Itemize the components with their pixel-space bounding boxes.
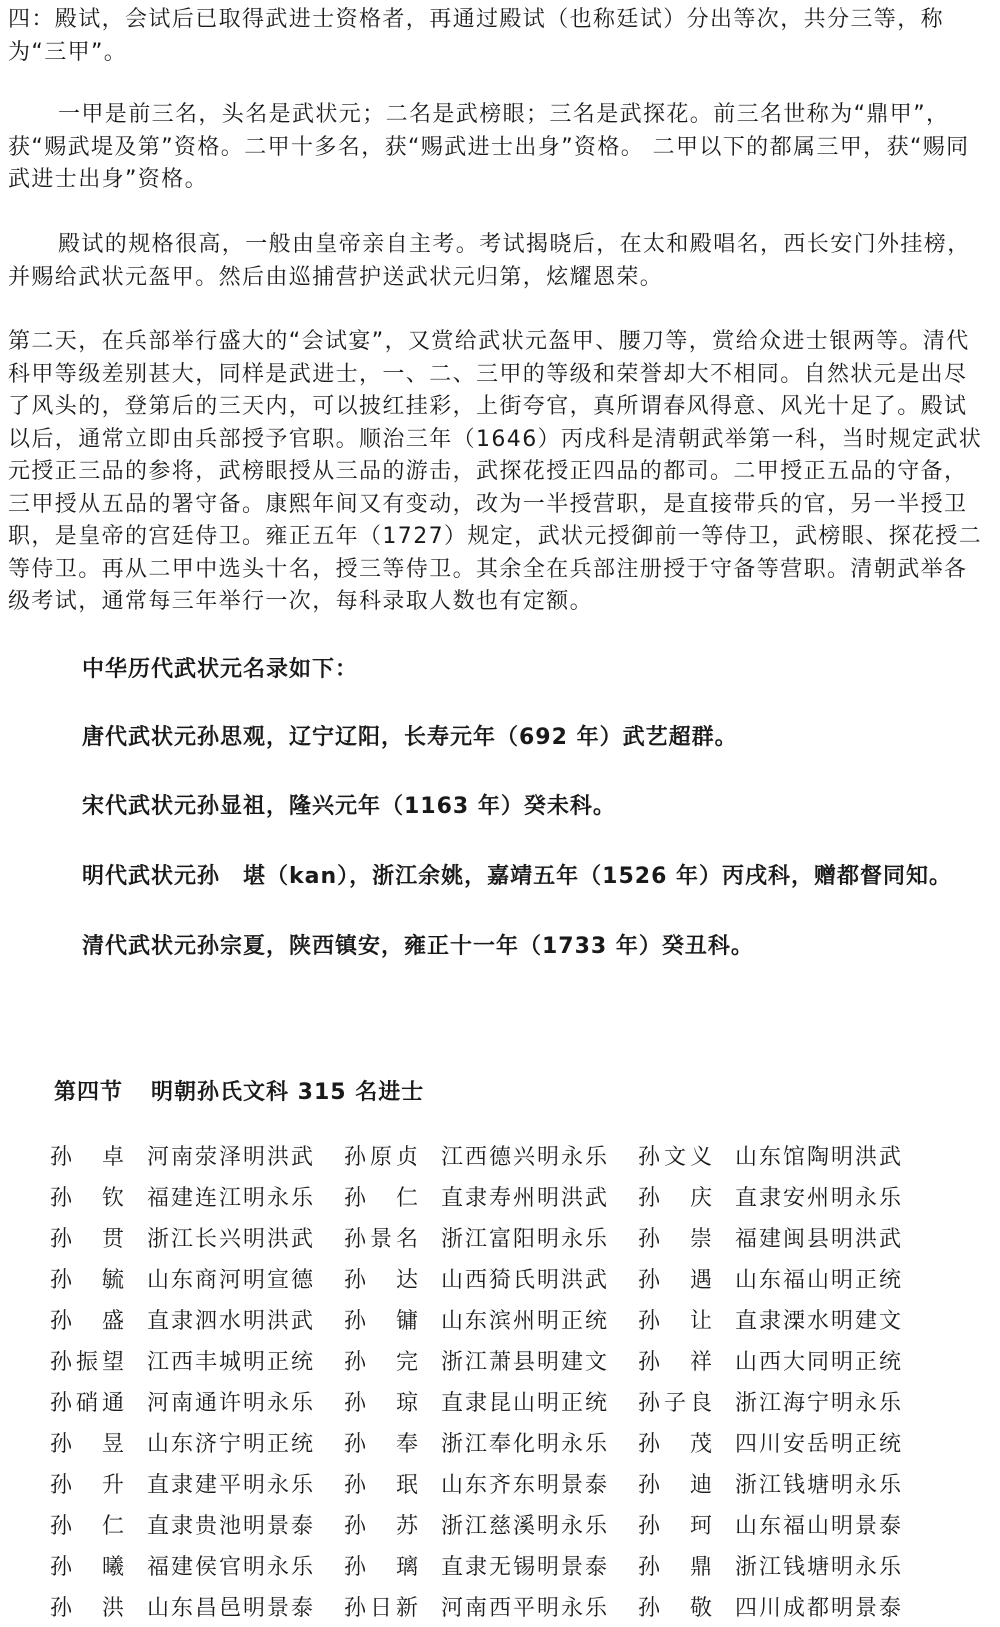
table-row [50,1463,932,1504]
scholar-origin: 山东滨州明正统 [441,1309,610,1334]
scholar-name: 孙 遇 [638,1268,717,1293]
scholar-origin: 直隶安州明永乐 [735,1186,904,1211]
table-row [50,1258,932,1299]
scholar-origin: 直隶泗水明洪武 [147,1309,316,1334]
table-row [50,1299,932,1340]
list-heading: 中华历代武状元名录如下： [82,657,359,682]
scholar-name: 孙 达 [344,1268,423,1293]
scholar-origin: 山西猗氏明洪武 [441,1268,610,1293]
scholar-origin: 四川安岳明正统 [735,1432,904,1457]
scholar-origin: 江西丰城明正统 [147,1350,316,1375]
scholar-origin: 四川成都明景泰 [735,1596,904,1621]
scholar-origin: 浙江海宁明永乐 [735,1391,904,1416]
scholar-name: 孙 璃 [344,1555,423,1580]
scholar-name: 孙 镛 [344,1309,423,1334]
scholar-name: 孙 盛 [50,1309,129,1334]
paragraph-ranks: 一甲是前三名，头名是武状元；二名是武榜眼；三名是武探花。前三名世称为“鼎甲”，获“赐武堤及第”资格。二甲十多名，获“赐武进士出身”资格。 二甲以下的都属三甲，获“赐同武进士出身”资格。 [8,102,970,192]
scholar-origin: 浙江慈溪明永乐 [441,1514,610,1539]
scholar-name: 孙文义 [638,1145,717,1170]
scholar-name: 孙 奉 [344,1432,423,1457]
scholar-name: 孙 迪 [638,1473,717,1498]
scholar-name: 孙 贯 [50,1227,129,1252]
scholar-name: 孙 庆 [638,1186,717,1211]
scholar-name: 孙 卓 [50,1145,129,1170]
table-row [50,1545,932,1586]
scholar-origin: 浙江长兴明洪武 [147,1227,316,1252]
scholar-origin: 江西德兴明永乐 [441,1145,610,1170]
scholar-name: 孙子良 [638,1391,717,1416]
scholar-name: 孙 昱 [50,1432,129,1457]
scholar-origin: 浙江富阳明永乐 [441,1227,610,1252]
scholar-name: 孙 祥 [638,1350,717,1375]
scholar-origin: 福建连江明永乐 [147,1186,316,1211]
scholar-origin: 山东福山明正统 [735,1268,904,1293]
scholar-origin: 直隶昆山明正统 [441,1391,610,1416]
section-heading: 明朝孙氏文科 315 名进士 [151,1080,425,1105]
scholar-origin: 浙江钱塘明永乐 [735,1473,904,1498]
scholar-origin: 浙江奉化明永乐 [441,1432,610,1457]
scholar-origin: 直隶无锡明景泰 [441,1555,610,1580]
scholar-origin: 河南通许明永乐 [147,1391,316,1416]
paragraph-banquet: 第二天，在兵部举行盛大的“会试宴”，又赏给武状元盔甲、腰刀等，赏给众进士银两等。清代科甲等级差别甚大，同样是武进士，一、二、三甲的等级和荣誉却大不相同。自然状元是出尽了风头的，登第后的三天内，可以披红挂彩，上街夸官，真所谓春风得意、风光十足了。殿试以后，通常立即由兵部授予官职。顺治三年（1646）丙戌科是清朝武举第一科，当时规定武状元授正三品的参将，武榜眼授从三品的游击，武探花授正四品的都司。二甲授正五品的守备，三甲授从五品的署守备。康熙年间又有变动，改为一半授营职，是直接带兵的官，另一半授卫职，是皇帝的宫廷侍卫。雍正五年（1727）规定，武状元授御前一等侍卫，武榜眼、探花授二等侍卫。再从二甲中选头十名，授三等侍卫。其余全在兵部注册授于守备等营职。清朝武举各级考试，通常每三年举行一次，每科录取人数也有定额。 [8,329,983,614]
scholar-origin: 直隶建平明永乐 [147,1473,316,1498]
section-number: 第四节 [54,1080,124,1105]
scholar-name: 孙 钦 [50,1186,129,1211]
scholar-name: 孙 茂 [638,1432,717,1457]
paragraph-ceremony: 殿试的规格很高，一般由皇帝亲自主考。考试揭晓后，在太和殿唱名，西长安门外挂榜，并赐给武状元盔甲。然后由巡捕营护送武状元归第，炫耀恩荣。 [8,232,971,290]
scholar-origin: 直隶寿州明洪武 [441,1186,610,1211]
scholar-name: 孙原贞 [344,1145,423,1170]
scholar-name: 孙景名 [344,1227,423,1252]
table-row [50,1586,932,1627]
scholar-name: 孙 珂 [638,1514,717,1539]
scholar-name: 孙 苏 [344,1514,423,1539]
scholar-origin: 山西大同明正统 [735,1350,904,1375]
scholar-name: 孙振望 [50,1350,129,1375]
scholar-origin: 山东齐东明景泰 [441,1473,610,1498]
scholar-name: 孙 升 [50,1473,129,1498]
scholar-name: 孙 曦 [50,1555,129,1580]
scholar-name: 孙 珉 [344,1473,423,1498]
scholar-origin: 山东商河明宣德 [147,1268,316,1293]
scholar-name: 孙硝通 [50,1391,129,1416]
scholar-name: 孙 仁 [344,1186,423,1211]
scholar-origin: 浙江钱塘明永乐 [735,1555,904,1580]
scholar-origin: 山东昌邑明景泰 [147,1596,316,1621]
champion-qing: 清代武状元孙宗夏，陕西镇安，雍正十一年（1733 年）癸丑科。 [82,934,754,959]
scholar-origin: 山东福山明景泰 [735,1514,904,1539]
champion-song: 宋代武状元孙显祖，隆兴元年（1163 年）癸未科。 [82,794,616,819]
scholar-name: 孙 洪 [50,1596,129,1621]
scholar-name: 孙 完 [344,1350,423,1375]
scholar-name: 孙日新 [344,1596,423,1621]
scholar-origin: 福建侯官明永乐 [147,1555,316,1580]
scholar-origin: 福建闽县明洪武 [735,1227,904,1252]
table-row [50,1381,932,1422]
scholar-name: 孙 让 [638,1309,717,1334]
scholar-origin: 河南西平明永乐 [441,1596,610,1621]
scholar-origin: 山东济宁明正统 [147,1432,316,1457]
scholar-name: 孙 敬 [638,1596,717,1621]
champion-tang: 唐代武状元孙思观，辽宁辽阳，长寿元年（692 年）武艺超群。 [82,725,738,750]
table-row [50,1504,932,1545]
paragraph-palace-exam: 四：殿试，会试后已取得武进士资格者，再通过殿试（也称廷试）分出等次，共分三等，称为“三甲”。 [8,7,945,65]
jinshi-roster-table [50,1135,932,1627]
scholar-name: 孙 毓 [50,1268,129,1293]
table-row [50,1422,932,1463]
scholar-name: 孙 琼 [344,1391,423,1416]
champion-ming: 明代武状元孙 堪（kan），浙江余姚，嘉靖五年（1526 年）丙戌科，赠都督同知。 [82,864,953,889]
scholar-name: 孙 仁 [50,1514,129,1539]
scholar-origin: 直隶贵池明景泰 [147,1514,316,1539]
scholar-origin: 浙江萧县明建文 [441,1350,610,1375]
table-row [50,1135,932,1176]
table-row [50,1176,932,1217]
table-row [50,1340,932,1381]
scholar-origin: 直隶溧水明建文 [735,1309,904,1334]
scholar-name: 孙 崇 [638,1227,717,1252]
scholar-name: 孙 鼎 [638,1555,717,1580]
scholar-origin: 山东馆陶明洪武 [735,1145,904,1170]
section-title [54,1075,424,1106]
table-row [50,1217,932,1258]
scholar-origin: 河南荥泽明洪武 [147,1145,316,1170]
